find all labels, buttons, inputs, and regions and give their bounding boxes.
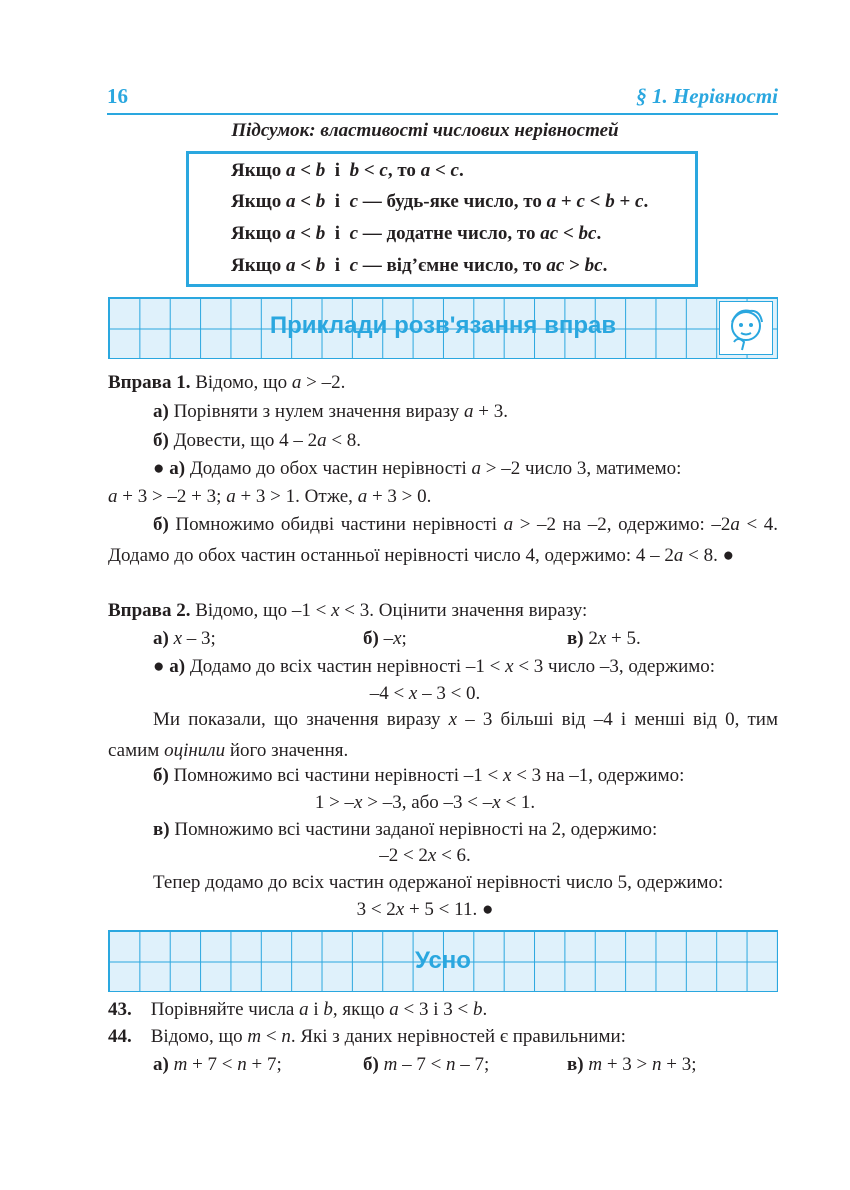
- exercise-2-solution-c: в) Помножимо всі частини заданої нерівності на 2, одержимо:: [153, 819, 658, 840]
- solution-label: в): [153, 819, 170, 840]
- exercise-1-condition: Вправа 1. Відомо, що a > –2.: [108, 372, 346, 393]
- emphasized-word: оцінили: [164, 740, 226, 761]
- exercise-2-option-b: б) –x;: [363, 628, 407, 649]
- option-label: в): [567, 628, 584, 649]
- task-44: 44. Відомо, що m < n. Які з даних нерівностей є правильними:: [108, 1026, 626, 1047]
- exercise-2-result-b: 1 > –x > –3, або –3 < –x < 1.: [314, 792, 536, 813]
- option-label: б): [363, 628, 379, 649]
- option-label: в): [567, 1054, 584, 1075]
- oral-banner-title: Усно: [415, 947, 471, 974]
- solution-label: б): [153, 514, 169, 535]
- summary-rule: Якщо a < b і c — будь-яке число, то a + c < b + c.: [231, 191, 649, 212]
- exercise-1-part-b: б) Довести, що 4 – 2a < 8.: [153, 430, 362, 451]
- exercise-1-solution-b: б) Помножимо обидві частини нерівності a > –2 на –2, одержимо: –2a < 4. Додамо до обох частин останньої нерівності число 4, одержимо: 4 – 2a < 8. ●: [108, 514, 779, 566]
- exercise-2-condition: Вправа 2. Відомо, що –1 < x < 3. Оцінити значення виразу:: [108, 600, 588, 621]
- exercise-2-option-a: а) x – 3;: [153, 628, 216, 649]
- exercise-2-title: Вправа 2.: [108, 600, 191, 621]
- exercise-2-result-c2: 3 < 2x + 5 < 11. ●: [356, 899, 494, 920]
- part-label: б): [153, 430, 169, 451]
- summary-rule: Якщо a < b і b < c, то a < c.: [231, 160, 464, 181]
- exercise-2-result-c: –2 < 2x < 6.: [379, 845, 471, 866]
- section-title: § 1. Нерівності: [636, 84, 778, 108]
- solution-label: ● а): [153, 458, 186, 479]
- summary-rule: Якщо a < b і c — додатне число, то ac < bc.: [231, 223, 602, 244]
- task-44-option-a: а) m + 7 < n + 7;: [153, 1054, 282, 1075]
- option-label: а): [153, 1054, 169, 1075]
- exercise-1-solution-a: ● а) Додамо до обох частин нерівності a > –2 число 3, матимемо:: [153, 458, 682, 479]
- exercise-2-option-c: в) 2x + 5.: [567, 628, 641, 649]
- examples-banner-title: Приклади розв'язання вправ: [269, 312, 617, 339]
- part-label: а): [153, 401, 169, 422]
- exercise-1-title: Вправа 1.: [108, 372, 191, 393]
- thinking-boy-icon: [719, 301, 773, 355]
- exercise-2-solution-c-step2: Тепер додамо до всіх частин одержаної нерівності число 5, одержимо:: [153, 872, 724, 893]
- exercise-2-result-a: –4 < x – 3 < 0.: [369, 683, 481, 704]
- solution-label: б): [153, 765, 169, 786]
- summary-rule: Якщо a < b і c — від’ємне число, то ac > bc.: [231, 255, 608, 276]
- option-label: а): [153, 628, 169, 649]
- exercise-2-solution-b: б) Помножимо всі частини нерівності –1 < x < 3 на –1, одержимо:: [153, 765, 685, 786]
- exercise-2-comment: Ми показали, що значення виразу x – 3 більші від –4 і менші від 0, тим самим оцінили його значення.: [108, 709, 778, 761]
- oral-banner: [108, 930, 778, 992]
- exercise-2-solution-a: ● а) Додамо до всіх частин нерівності –1 < x < 3 число –3, одержимо:: [153, 656, 716, 677]
- summary-box: [186, 151, 698, 287]
- solution-label: ● а): [153, 656, 186, 677]
- task-43: 43. Порівняйте числа a і b, якщо a < 3 і 3 < b.: [108, 999, 488, 1020]
- task-number: 43.: [108, 999, 132, 1020]
- page-number: 16: [107, 84, 128, 108]
- exercise-1-part-a: а) Порівняти з нулем значення виразу a + 3.: [153, 401, 509, 422]
- task-44-option-c: в) m + 3 > n + 3;: [567, 1054, 697, 1075]
- exercise-1-solution-a-cont: a + 3 > –2 + 3; a + 3 > 1. Отже, a + 3 > 0.: [108, 486, 432, 507]
- option-label: б): [363, 1054, 379, 1075]
- header-divider: [107, 113, 778, 115]
- summary-title: Підсумок: властивості числових нерівностей: [231, 120, 619, 141]
- task-number: 44.: [108, 1026, 132, 1047]
- task-44-option-b: б) m – 7 < n – 7;: [363, 1054, 490, 1075]
- examples-banner: [108, 297, 778, 359]
